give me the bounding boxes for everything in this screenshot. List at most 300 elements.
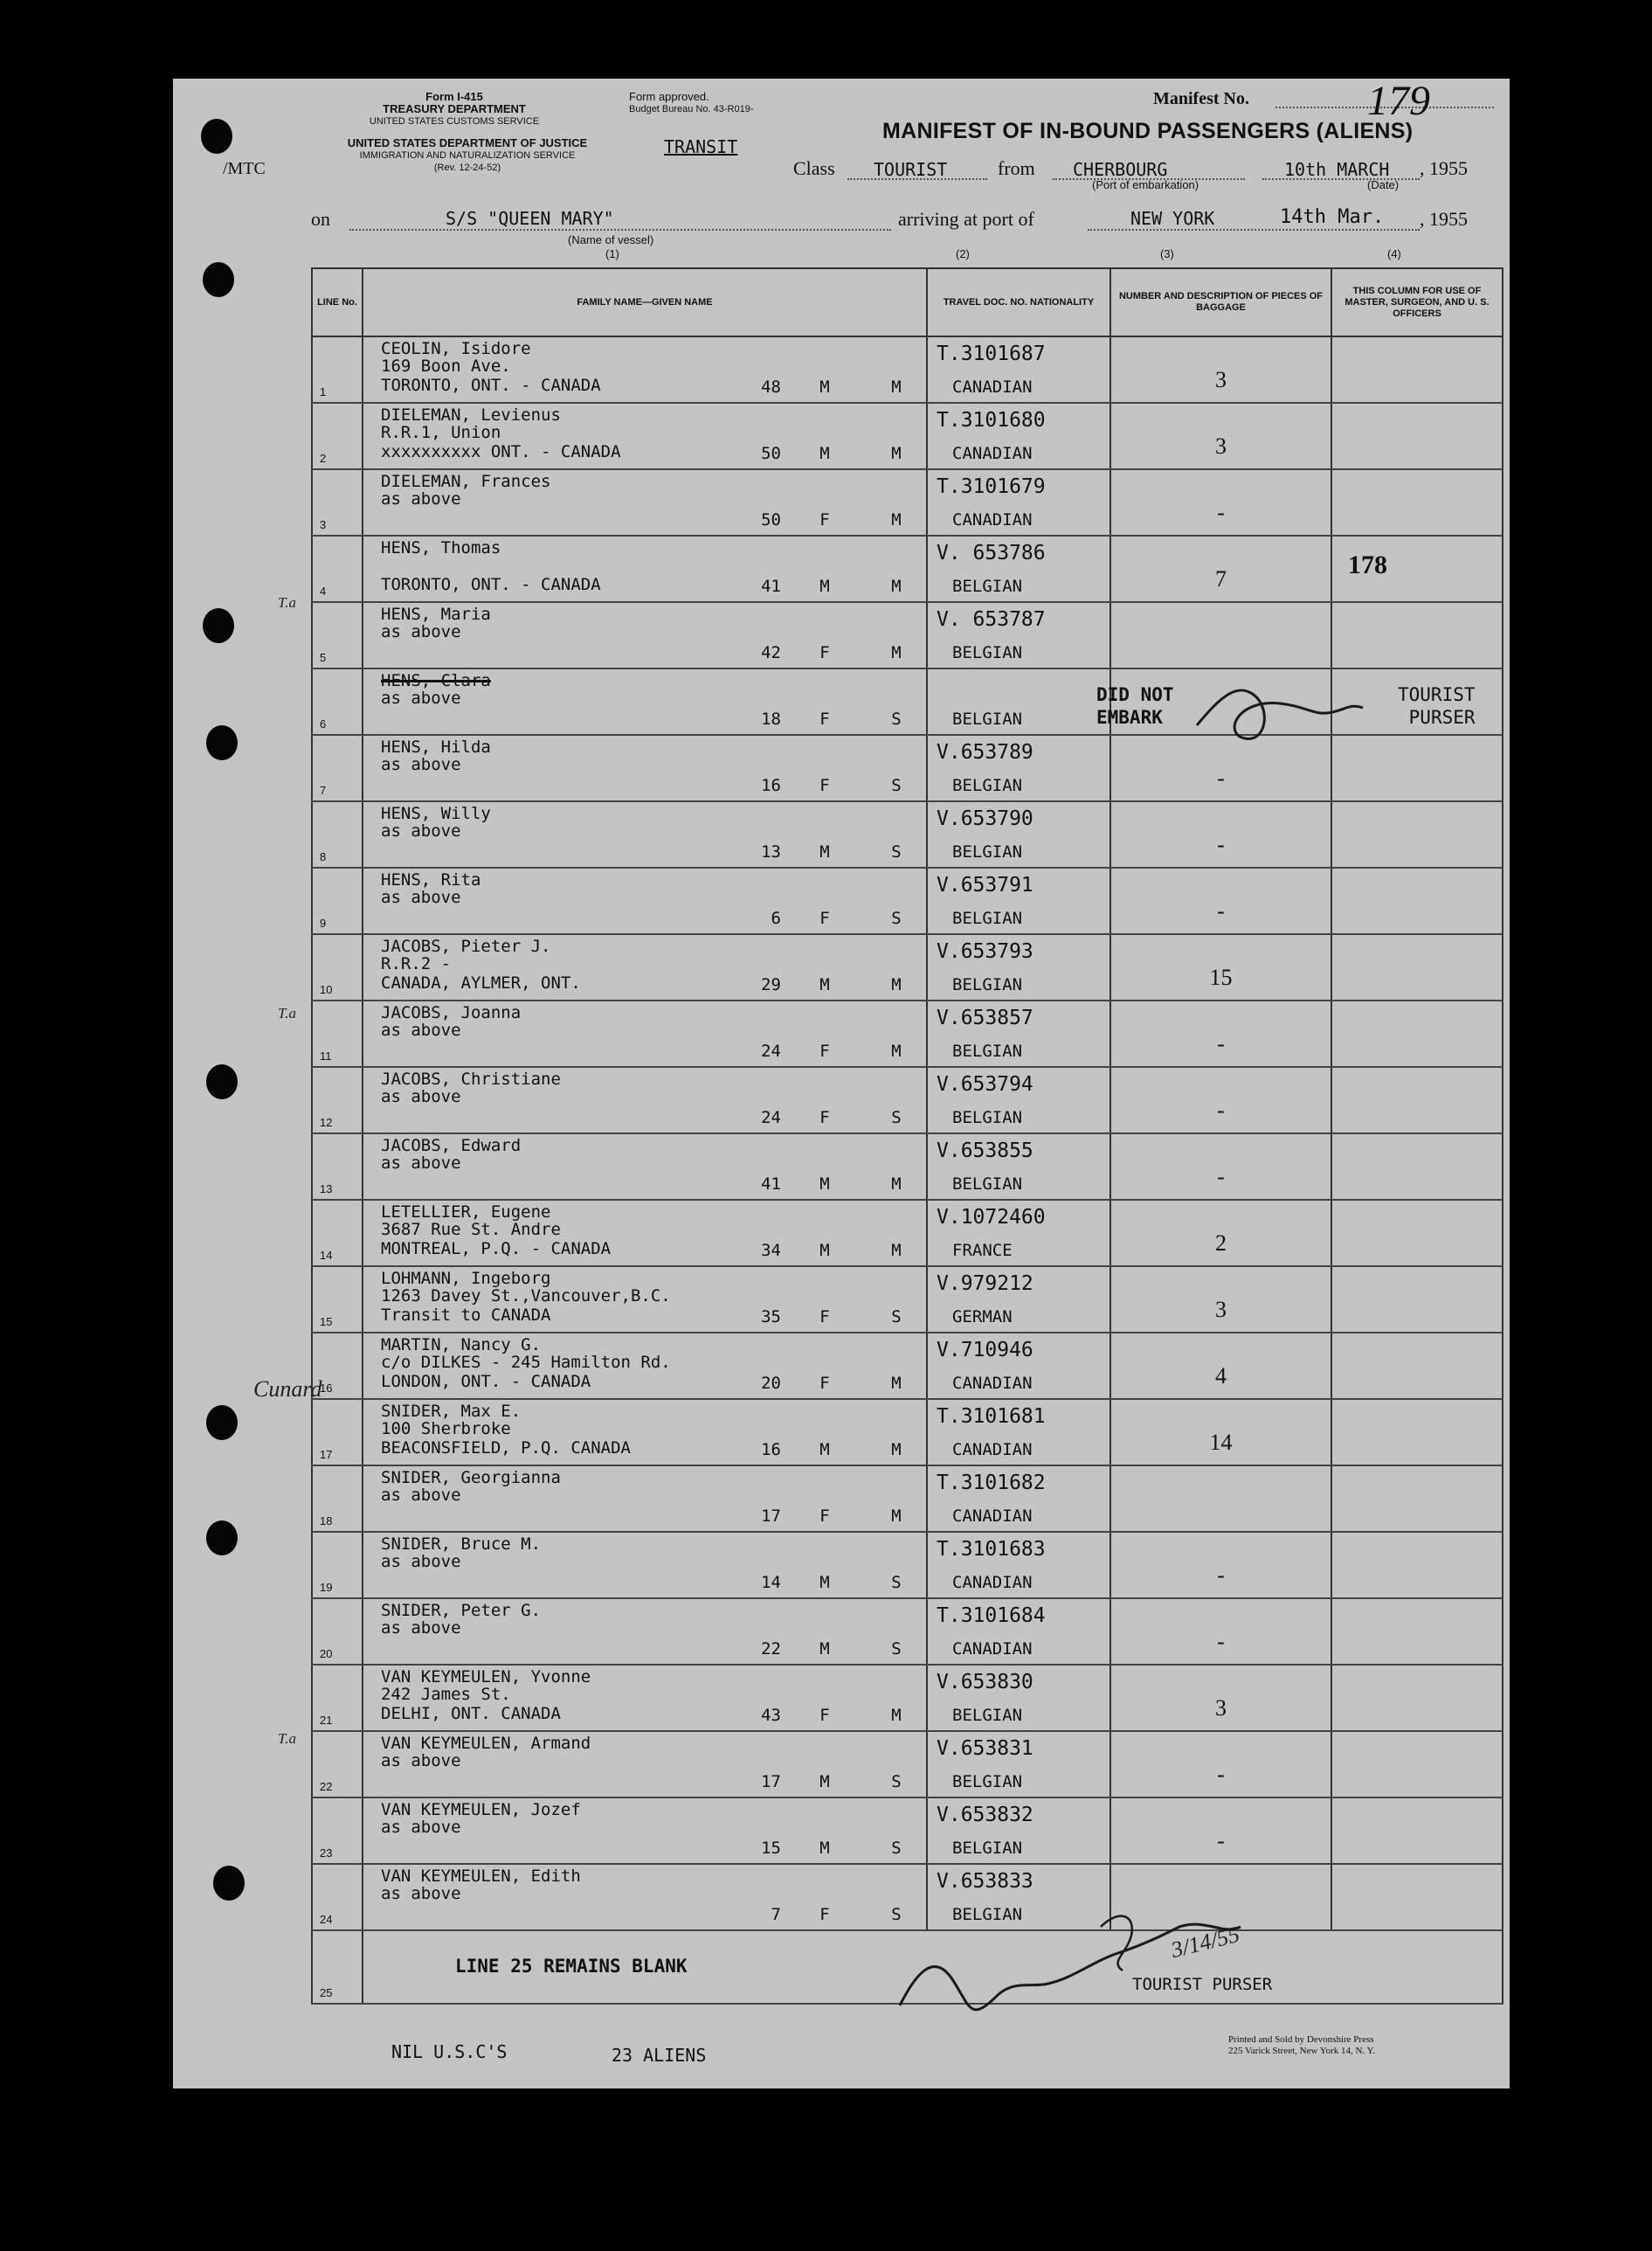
baggage-count: 4	[1215, 1363, 1227, 1389]
nationality: BELGIAN	[952, 1839, 1023, 1858]
nationality: BELGIAN	[952, 1706, 1023, 1725]
address-line1: as above	[381, 1153, 461, 1173]
margin-annotation: Cunard	[253, 1376, 322, 1402]
passenger-name: SNIDER, Bruce M.	[381, 1534, 542, 1554]
nationality: CANADIAN	[952, 1573, 1033, 1592]
civil-status: M	[891, 1374, 902, 1393]
passenger-name: HENS, Thomas	[381, 538, 501, 558]
sex: F	[819, 1108, 830, 1127]
nationality: FRANCE	[952, 1241, 1013, 1260]
age: 48	[761, 377, 781, 397]
sex: M	[819, 377, 830, 397]
sex: M	[819, 444, 830, 463]
sex: F	[819, 909, 830, 928]
travel-doc-number: V.653793	[937, 940, 1033, 963]
travel-doc-number: V.653830	[937, 1671, 1033, 1693]
travel-doc-number: V.653855	[937, 1139, 1033, 1162]
line-number: 5	[320, 651, 327, 664]
form-number: Form I-415	[425, 90, 483, 103]
passenger-name: HENS, Willy	[381, 804, 491, 823]
address-line1: as above	[381, 1486, 461, 1505]
address-line1: as above	[381, 1087, 461, 1106]
sex: F	[819, 776, 830, 795]
table-row	[312, 1598, 1503, 1665]
nationality: BELGIAN	[952, 909, 1023, 928]
age: 24	[761, 1042, 781, 1061]
travel-doc-number: V. 653786	[937, 542, 1046, 564]
passenger-name: VAN KEYMEULEN, Jozef	[381, 1800, 581, 1819]
line-number: 17	[320, 1448, 333, 1461]
did-not-embark-line2: EMBARK	[1096, 707, 1163, 728]
arrival-date: 14th Mar.	[1280, 206, 1385, 228]
address-line1: 169 Boon Ave.	[381, 357, 511, 376]
passenger-name: HENS, Maria	[381, 605, 491, 624]
table-row	[312, 1731, 1503, 1797]
address-line1: as above	[381, 689, 461, 708]
civil-status: S	[891, 776, 902, 795]
sex: F	[819, 1905, 830, 1924]
class-label: Class	[793, 157, 835, 179]
age: 14	[761, 1573, 781, 1592]
binder-hole	[203, 608, 234, 643]
line-number: 22	[320, 1780, 333, 1793]
baggage-count: -	[1217, 765, 1225, 791]
nationality: CANADIAN	[952, 1639, 1033, 1659]
age: 22	[761, 1639, 781, 1659]
nationality: BELGIAN	[952, 975, 1023, 994]
passenger-name: HENS, Rita	[381, 870, 481, 890]
did-not-embark-note	[1096, 683, 1174, 729]
nationality: BELGIAN	[952, 710, 1023, 729]
table-row	[312, 868, 1503, 934]
sex: M	[819, 1639, 830, 1659]
address-line2: LONDON, ONT. - CANADA	[381, 1372, 591, 1391]
address-line2: TORONTO, ONT. - CANADA	[381, 575, 601, 594]
age: 17	[761, 1772, 781, 1791]
purser-signature	[1184, 664, 1376, 751]
sex: F	[819, 710, 830, 729]
address-line1: c/o DILKES - 245 Hamilton Rd.	[381, 1353, 671, 1372]
address-line1: 242 James St.	[381, 1685, 511, 1704]
sex: M	[819, 577, 830, 596]
civil-status: S	[891, 1639, 902, 1659]
printer-line2: 225 Varick Street, New York 14, N. Y.	[1228, 2046, 1375, 2056]
table-row	[312, 1797, 1503, 1864]
sex: M	[819, 1241, 830, 1260]
sex: M	[819, 1573, 830, 1592]
binder-hole	[203, 262, 234, 297]
travel-doc-number: V.653791	[937, 874, 1033, 897]
arrival-port: NEW YORK	[1130, 208, 1215, 229]
line-number: 21	[320, 1714, 333, 1727]
passenger-name: DIELEMAN, Frances	[381, 472, 551, 491]
passenger-name: LETELLIER, Eugene	[381, 1202, 551, 1222]
line-number: 19	[320, 1581, 333, 1594]
baggage-count: -	[1217, 1762, 1225, 1787]
footer-nil-uscs: NIL U.S.C'S	[391, 2041, 508, 2062]
nationality: BELGIAN	[952, 1174, 1023, 1194]
nationality: CANADIAN	[952, 444, 1033, 463]
table-row	[312, 1333, 1503, 1399]
doj-line3: (Rev. 12-24-52)	[433, 163, 501, 173]
address-line2: CANADA, AYLMER, ONT.	[381, 973, 581, 993]
baggage-count: -	[1217, 1031, 1225, 1056]
civil-status: M	[891, 377, 902, 397]
age: 41	[761, 1174, 781, 1194]
line-number: 14	[320, 1249, 333, 1262]
travel-doc-number: V.653833	[937, 1870, 1033, 1893]
passenger-name: SNIDER, Georgianna	[381, 1468, 561, 1487]
address-line2: BEACONSFIELD, P.Q. CANADA	[381, 1438, 631, 1458]
manifest-no-label: Manifest No.	[1153, 89, 1249, 108]
passenger-name: SNIDER, Peter G.	[381, 1601, 542, 1620]
sex: M	[819, 1174, 830, 1194]
line25-text: LINE 25 REMAINS BLANK	[455, 1956, 688, 1977]
line-number: 7	[320, 784, 327, 797]
line-number: 2	[320, 452, 327, 465]
address-line1: 100 Sherbroke	[381, 1419, 511, 1438]
age: 13	[761, 842, 781, 862]
baggage-count: -	[1217, 898, 1225, 924]
travel-doc-number: V. 653787	[937, 608, 1046, 631]
sex: F	[819, 1307, 830, 1326]
civil-status: M	[891, 643, 902, 662]
from-value: CHERBOURG	[1073, 159, 1168, 180]
passenger-table	[311, 267, 1503, 2005]
nationality: BELGIAN	[952, 1042, 1023, 1061]
civil-status: M	[891, 510, 902, 530]
passenger-name: HENS, Hilda	[381, 738, 491, 757]
age: 15	[761, 1839, 781, 1858]
table-row	[312, 1133, 1503, 1200]
age: 7	[771, 1905, 781, 1924]
nationality: CANADIAN	[952, 510, 1033, 530]
travel-doc-number: T.3101681	[937, 1405, 1046, 1428]
civil-status: M	[891, 975, 902, 994]
col4-number: (4)	[1387, 247, 1401, 260]
civil-status: S	[891, 1307, 902, 1326]
col3-number: (3)	[1160, 247, 1174, 260]
baggage-count: -	[1217, 1629, 1225, 1654]
table-row	[312, 336, 1503, 403]
passenger-name: DIELEMAN, Levienus	[381, 405, 561, 425]
binder-hole	[213, 1866, 245, 1901]
line25-purser: TOURIST PURSER	[1132, 1975, 1273, 1994]
passenger-name: VAN KEYMEULEN, Armand	[381, 1734, 591, 1753]
line-number: 10	[320, 983, 333, 996]
civil-status: S	[891, 1108, 902, 1127]
passenger-name: SNIDER, Max E.	[381, 1402, 522, 1421]
line-number: 13	[320, 1182, 333, 1195]
address-line1: as above	[381, 489, 461, 509]
manifest-no: 179	[1367, 78, 1430, 124]
table-row	[312, 469, 1503, 536]
baggage-count: -	[1217, 832, 1225, 857]
sex: F	[819, 1374, 830, 1393]
civil-status: S	[891, 1573, 902, 1592]
sex: F	[819, 643, 830, 662]
age: 17	[761, 1506, 781, 1526]
line-number: 20	[320, 1647, 333, 1660]
civil-status: S	[891, 1839, 902, 1858]
travel-doc-number: V.653790	[937, 807, 1033, 830]
officer-signature	[891, 1901, 1310, 2040]
class-value: TOURIST	[874, 159, 948, 180]
sex: F	[819, 1042, 830, 1061]
col1-number: (1)	[605, 247, 619, 260]
mtc-mark: /MTC	[223, 159, 266, 178]
travel-doc-number: V.653794	[937, 1073, 1033, 1096]
table-row	[312, 934, 1503, 1001]
line-number: 1	[320, 385, 327, 398]
nationality: CANADIAN	[952, 1440, 1033, 1459]
line-number: 11	[320, 1049, 332, 1063]
baggage-count: 15	[1209, 965, 1233, 990]
age: 29	[761, 975, 781, 994]
header-name: FAMILY NAME—GIVEN NAME	[363, 268, 927, 336]
travel-doc-number: V.653832	[937, 1804, 1033, 1826]
date-caption: (Date)	[1367, 178, 1400, 191]
civil-status: S	[891, 1772, 902, 1791]
travel-doc-number: T.3101683	[937, 1538, 1046, 1561]
binder-hole	[206, 1064, 238, 1099]
civil-status: M	[891, 1506, 902, 1526]
purser-word: PURSER	[1408, 707, 1476, 728]
transit-label: TRANSIT	[664, 136, 738, 157]
civil-status: S	[891, 909, 902, 928]
address-line2: DELHI, ONT. CANADA	[381, 1704, 561, 1723]
header-officers: THIS COLUMN FOR USE OF MASTER, SURGEON, AND U. S. OFFICERS	[1331, 268, 1503, 336]
table-row	[312, 1665, 1503, 1731]
address-line1: 3687 Rue St. Andre	[381, 1220, 561, 1239]
footer-aliens-count: 23 ALIENS	[612, 2045, 707, 2066]
passenger-name: HENS, Clara	[381, 671, 491, 690]
travel-doc-number: T.3101679	[937, 475, 1046, 498]
passenger-name: VAN KEYMEULEN, Edith	[381, 1867, 581, 1886]
header-doc: TRAVEL DOC. NO. NATIONALITY	[927, 268, 1110, 336]
passenger-name: JACOBS, Christiane	[381, 1070, 561, 1089]
baggage-count: -	[1217, 1562, 1225, 1588]
nationality: BELGIAN	[952, 776, 1023, 795]
age: 6	[771, 909, 781, 928]
ta-annotation: T.a	[278, 1005, 296, 1022]
age: 50	[761, 510, 781, 530]
on-label: on	[311, 208, 330, 230]
address-line1: as above	[381, 1818, 461, 1837]
binder-hole	[201, 119, 232, 154]
table-row	[312, 1200, 1503, 1266]
signature-date: 3/14/55	[1168, 1921, 1242, 1964]
age: 35	[761, 1307, 781, 1326]
address-line2: MONTREAL, P.Q. - CANADA	[381, 1239, 612, 1258]
address-line1: as above	[381, 622, 461, 641]
port-caption: (Port of embarkation)	[1092, 178, 1199, 191]
binder-hole	[206, 1520, 238, 1555]
binder-hole	[206, 725, 238, 760]
civil-status: M	[891, 1174, 902, 1194]
baggage-count: 3	[1215, 433, 1227, 459]
line-number: 23	[320, 1846, 333, 1860]
table-row	[312, 602, 1503, 668]
from-label: from	[998, 157, 1035, 179]
travel-doc-number: V.710946	[937, 1339, 1033, 1361]
table-row	[312, 1001, 1503, 1067]
approval-line1: Form approved.	[629, 90, 709, 103]
nationality: BELGIAN	[952, 1905, 1023, 1924]
travel-doc-number: T.3101680	[937, 409, 1046, 432]
line-number: 25	[320, 1986, 333, 1999]
baggage-count: -	[1217, 1098, 1225, 1123]
table-row	[312, 536, 1503, 602]
civil-status: M	[891, 1042, 902, 1061]
nationality: BELGIAN	[952, 1772, 1023, 1791]
nationality: GERMAN	[952, 1307, 1013, 1326]
date-value: 10th MARCH	[1284, 159, 1390, 180]
nationality: BELGIAN	[952, 643, 1023, 662]
sex: M	[819, 842, 830, 862]
civil-status: M	[891, 1706, 902, 1725]
address-line1: R.R.1, Union	[381, 423, 501, 442]
age: 16	[761, 776, 781, 795]
line-number: 6	[320, 717, 327, 731]
baggage-count: 14	[1209, 1430, 1233, 1455]
header-baggage: NUMBER AND DESCRIPTION OF PIECES OF BAGGAGE	[1110, 268, 1331, 336]
line-number: 3	[320, 518, 327, 531]
address-line1: as above	[381, 1618, 461, 1638]
civil-status: M	[891, 1241, 902, 1260]
address-line2: xxxxxxxxxx ONT. - CANADA	[381, 442, 621, 461]
address-line1: as above	[381, 1751, 461, 1770]
binder-hole	[206, 1405, 238, 1440]
table-row	[312, 801, 1503, 868]
sex: M	[819, 1440, 830, 1459]
age: 42	[761, 643, 781, 662]
department: TREASURY DEPARTMENT	[383, 102, 526, 115]
civil-status: M	[891, 577, 902, 596]
vessel-name: S/S "QUEEN MARY"	[446, 208, 614, 229]
civil-status: M	[891, 1440, 902, 1459]
table-row	[312, 1532, 1503, 1598]
nationality: CANADIAN	[952, 377, 1033, 397]
travel-doc-number: T.3101682	[937, 1472, 1046, 1494]
travel-doc-number: V.1072460	[937, 1206, 1046, 1229]
passenger-name: LOHMANN, Ingeborg	[381, 1269, 551, 1288]
printer-line1: Printed and Sold by Devonshire Press	[1228, 2034, 1374, 2045]
address-line1: as above	[381, 755, 461, 774]
civil-status: S	[891, 710, 902, 729]
address-line1: as above	[381, 1552, 461, 1571]
manifest-title: MANIFEST OF IN-BOUND PASSENGERS (ALIENS)	[882, 119, 1414, 143]
travel-doc-number: V.653857	[937, 1007, 1033, 1029]
year-2: , 1955	[1420, 208, 1468, 230]
age: 50	[761, 444, 781, 463]
passenger-name: MARTIN, Nancy G.	[381, 1335, 542, 1354]
sex: M	[819, 975, 830, 994]
passenger-name: VAN KEYMEULEN, Yvonne	[381, 1667, 591, 1687]
passenger-name: CEOLIN, Isidore	[381, 339, 531, 358]
nationality: CANADIAN	[952, 1506, 1033, 1526]
age: 34	[761, 1241, 781, 1260]
age: 41	[761, 577, 781, 596]
sex: M	[819, 1772, 830, 1791]
travel-doc-number: T.3101687	[937, 343, 1046, 365]
baggage-count: -	[1217, 500, 1225, 525]
nationality: CANADIAN	[952, 1374, 1033, 1393]
address-line1: as above	[381, 1884, 461, 1903]
purser-note	[1398, 683, 1476, 729]
address-line1: as above	[381, 821, 461, 841]
table-row	[312, 1266, 1503, 1333]
baggage-count: 3	[1215, 1297, 1227, 1322]
arriving-label: arriving at port of	[898, 208, 1034, 230]
travel-doc-number: T.3101684	[937, 1604, 1046, 1627]
did-not-embark-line1: DID NOT	[1096, 684, 1174, 705]
address-line1: as above	[381, 1021, 461, 1040]
address-line1: 1263 Davey St.,Vancouver,B.C.	[381, 1286, 671, 1306]
line-number: 4	[320, 585, 327, 598]
line-number: 12	[320, 1116, 333, 1129]
header-line-no: LINE No.	[312, 268, 363, 336]
baggage-count: 2	[1215, 1230, 1227, 1256]
age: 18	[761, 710, 781, 729]
approval-line2: Budget Bureau No. 43-R019-	[629, 104, 754, 114]
travel-doc-number: V.979212	[937, 1272, 1033, 1295]
baggage-count: 7	[1215, 566, 1227, 592]
line-number: 8	[320, 850, 327, 863]
travel-doc-number: V.653831	[937, 1737, 1033, 1760]
civil-status: S	[891, 1905, 902, 1924]
passenger-name: JACOBS, Edward	[381, 1136, 522, 1155]
table-header-row	[312, 268, 1503, 336]
age: 20	[761, 1374, 781, 1393]
age: 24	[761, 1108, 781, 1127]
vessel-caption: (Name of vessel)	[568, 233, 654, 246]
sex: F	[819, 1706, 830, 1725]
nationality: BELGIAN	[952, 842, 1023, 862]
table-row	[312, 403, 1503, 469]
baggage-count: -	[1217, 1164, 1225, 1189]
passenger-name: JACOBS, Pieter J.	[381, 937, 551, 956]
sex: F	[819, 1506, 830, 1526]
ta-annotation: T.a	[278, 1730, 296, 1747]
baggage-count: 3	[1215, 1695, 1227, 1721]
line-number: 18	[320, 1514, 333, 1527]
passenger-name: JACOBS, Joanna	[381, 1003, 522, 1022]
sex: F	[819, 510, 830, 530]
col2-number: (2)	[956, 247, 970, 260]
sex: M	[819, 1839, 830, 1858]
doj-line2: IMMIGRATION AND NATURALIZATION SERVICE	[359, 150, 576, 161]
table-row	[312, 1399, 1503, 1465]
baggage-count: 3	[1215, 367, 1227, 392]
travel-doc-number: V.653789	[937, 741, 1033, 764]
address-line1: R.R.2 -	[381, 954, 452, 973]
table-row	[312, 1067, 1503, 1133]
age: 43	[761, 1706, 781, 1725]
nationality: BELGIAN	[952, 1108, 1023, 1127]
ta-annotation: T.a	[278, 594, 296, 611]
tourist-word: TOURIST	[1398, 684, 1476, 705]
service: UNITED STATES CUSTOMS SERVICE	[369, 116, 540, 127]
address-line2: TORONTO, ONT. - CANADA	[381, 376, 601, 395]
year-1: , 1955	[1420, 157, 1468, 179]
age: 16	[761, 1440, 781, 1459]
line-number: 24	[320, 1913, 333, 1926]
address-line1: as above	[381, 888, 461, 907]
civil-status: M	[891, 444, 902, 463]
civil-status: S	[891, 842, 902, 862]
line-number: 16	[320, 1382, 333, 1395]
